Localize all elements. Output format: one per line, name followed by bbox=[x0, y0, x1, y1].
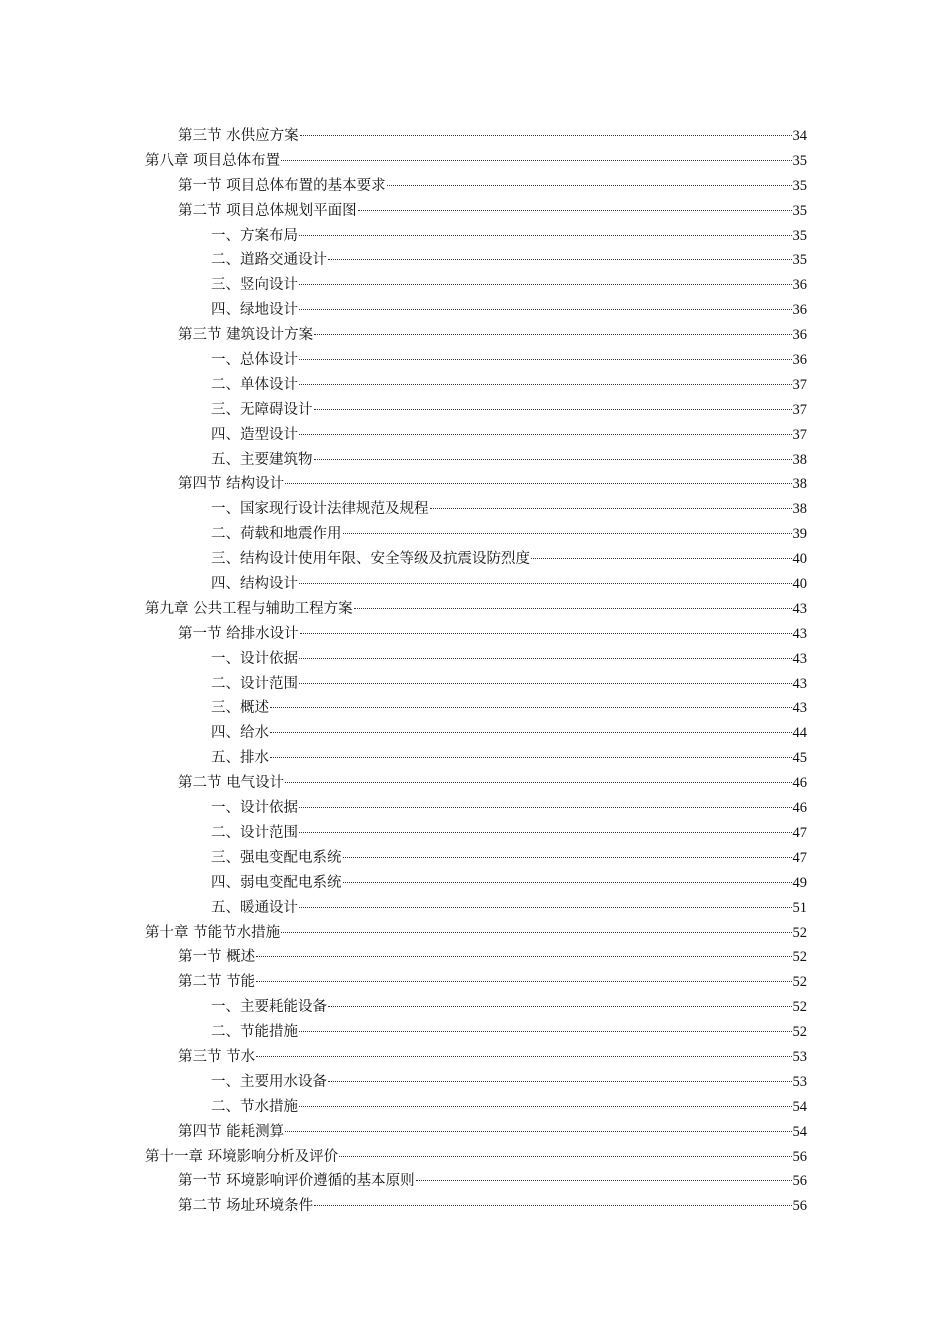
toc-page-number: 36 bbox=[792, 302, 807, 319]
toc-subsection-entry[interactable] bbox=[145, 896, 807, 921]
toc-entry-title: 四、结构设计 bbox=[211, 576, 298, 593]
table-of-contents bbox=[145, 124, 807, 1219]
toc-page-number: 40 bbox=[792, 551, 807, 568]
toc-subsection-entry[interactable] bbox=[145, 796, 807, 821]
toc-page-number: 44 bbox=[792, 725, 807, 742]
toc-page-number: 54 bbox=[792, 1098, 807, 1115]
toc-page-number: 35 bbox=[792, 177, 807, 194]
toc-entry-title: 第二节 场址环境条件 bbox=[178, 1198, 314, 1215]
toc-entry-title: 第一节 环境影响评价遵循的基本原则 bbox=[178, 1173, 415, 1190]
toc-subsection-entry[interactable] bbox=[145, 672, 807, 697]
toc-entry-title: 第一节 给排水设计 bbox=[178, 625, 299, 642]
toc-entry-title: 一、方案布局 bbox=[211, 227, 298, 244]
dot-leader bbox=[343, 533, 792, 534]
dot-leader bbox=[328, 259, 792, 260]
toc-entry-title: 第十一章 环境影响分析及评价 bbox=[145, 1148, 339, 1165]
toc-entry-title: 第三节 节水 bbox=[178, 1048, 256, 1065]
dot-leader bbox=[299, 359, 792, 360]
toc-subsection-entry[interactable] bbox=[145, 273, 807, 298]
toc-subsection-entry[interactable] bbox=[145, 1020, 807, 1045]
dot-leader bbox=[281, 932, 791, 933]
dot-leader bbox=[300, 135, 792, 136]
toc-section-entry[interactable] bbox=[145, 199, 807, 224]
toc-subsection-entry[interactable] bbox=[145, 448, 807, 473]
toc-subsection-entry[interactable] bbox=[145, 497, 807, 522]
toc-section-entry[interactable] bbox=[145, 1120, 807, 1145]
toc-subsection-entry[interactable] bbox=[145, 995, 807, 1020]
toc-page-number: 52 bbox=[792, 1024, 807, 1041]
toc-subsection-entry[interactable] bbox=[145, 224, 807, 249]
dot-leader bbox=[299, 309, 792, 310]
toc-subsection-entry[interactable] bbox=[145, 721, 807, 746]
toc-page-number: 38 bbox=[792, 476, 807, 493]
toc-section-entry[interactable] bbox=[145, 1194, 807, 1219]
dot-leader bbox=[343, 882, 792, 883]
dot-leader bbox=[328, 1081, 792, 1082]
toc-chapter-entry[interactable] bbox=[145, 149, 807, 174]
toc-section-entry[interactable] bbox=[145, 1169, 807, 1194]
toc-entry-title: 第九章 公共工程与辅助工程方案 bbox=[145, 600, 353, 617]
dot-leader bbox=[314, 334, 791, 335]
toc-page-number: 43 bbox=[792, 600, 807, 617]
toc-page-number: 56 bbox=[792, 1198, 807, 1215]
toc-page-number: 46 bbox=[792, 775, 807, 792]
dot-leader bbox=[299, 1031, 792, 1032]
toc-subsection-entry[interactable] bbox=[145, 522, 807, 547]
dot-leader bbox=[314, 459, 792, 460]
toc-entry-title: 一、设计依据 bbox=[211, 650, 298, 667]
toc-page-number: 40 bbox=[792, 576, 807, 593]
toc-entry-title: 二、节能措施 bbox=[211, 1024, 298, 1041]
toc-page-number: 56 bbox=[792, 1173, 807, 1190]
dot-leader bbox=[314, 1205, 791, 1206]
toc-section-entry[interactable] bbox=[145, 323, 807, 348]
toc-section-entry[interactable] bbox=[145, 1045, 807, 1070]
toc-entry-title: 第二节 项目总体规划平面图 bbox=[178, 202, 357, 219]
dot-leader bbox=[299, 807, 792, 808]
toc-page-number: 43 bbox=[792, 650, 807, 667]
dot-leader bbox=[256, 1056, 791, 1057]
toc-section-entry[interactable] bbox=[145, 622, 807, 647]
toc-entry-title: 第八章 项目总体布置 bbox=[145, 152, 281, 169]
toc-entry-title: 第三节 建筑设计方案 bbox=[178, 327, 314, 344]
toc-page-number: 39 bbox=[792, 526, 807, 543]
toc-page-number: 52 bbox=[792, 999, 807, 1016]
dot-leader bbox=[285, 782, 791, 783]
toc-page-number: 49 bbox=[792, 874, 807, 891]
toc-entry-title: 第二节 电气设计 bbox=[178, 775, 285, 792]
dot-leader bbox=[299, 658, 792, 659]
toc-section-entry[interactable] bbox=[145, 945, 807, 970]
toc-page-number: 47 bbox=[792, 849, 807, 866]
dot-leader bbox=[299, 583, 792, 584]
toc-page-number: 38 bbox=[792, 451, 807, 468]
toc-subsection-entry[interactable] bbox=[145, 572, 807, 597]
toc-entry-title: 第一节 概述 bbox=[178, 949, 256, 966]
toc-page-number: 38 bbox=[792, 501, 807, 518]
toc-subsection-entry[interactable] bbox=[145, 348, 807, 373]
toc-page-number: 52 bbox=[792, 924, 807, 941]
toc-page-number: 54 bbox=[792, 1123, 807, 1140]
toc-page-number: 37 bbox=[792, 401, 807, 418]
toc-entry-title: 二、荷载和地震作用 bbox=[211, 526, 342, 543]
toc-entry-title: 第十章 节能节水措施 bbox=[145, 924, 281, 941]
toc-subsection-entry[interactable] bbox=[145, 647, 807, 672]
toc-entry-title: 第四节 能耗测算 bbox=[178, 1123, 285, 1140]
toc-page-number: 53 bbox=[792, 1073, 807, 1090]
toc-subsection-entry[interactable] bbox=[145, 423, 807, 448]
dot-leader bbox=[299, 683, 792, 684]
dot-leader bbox=[358, 210, 792, 211]
toc-chapter-entry[interactable] bbox=[145, 1145, 807, 1170]
toc-entry-title: 第二节 节能 bbox=[178, 974, 256, 991]
toc-page-number: 51 bbox=[792, 899, 807, 916]
toc-page-number: 34 bbox=[792, 128, 807, 144]
toc-subsection-entry[interactable] bbox=[145, 696, 807, 721]
toc-subsection-entry[interactable] bbox=[145, 1095, 807, 1120]
toc-entry-title: 四、弱电变配电系统 bbox=[211, 874, 342, 891]
dot-leader bbox=[299, 832, 792, 833]
dot-leader bbox=[343, 857, 792, 858]
dot-leader bbox=[300, 633, 792, 634]
dot-leader bbox=[285, 1131, 791, 1132]
toc-page-number: 52 bbox=[792, 949, 807, 966]
toc-page-number: 37 bbox=[792, 376, 807, 393]
toc-page-number: 35 bbox=[792, 152, 807, 169]
toc-section-entry[interactable] bbox=[145, 970, 807, 995]
toc-entry-title: 二、设计范围 bbox=[211, 675, 298, 692]
toc-page-number: 37 bbox=[792, 426, 807, 443]
toc-entry-title: 五、暖通设计 bbox=[211, 899, 298, 916]
toc-entry-title: 三、无障碍设计 bbox=[211, 401, 313, 418]
dot-leader bbox=[270, 732, 792, 733]
toc-page-number: 43 bbox=[792, 675, 807, 692]
toc-entry-title: 二、设计范围 bbox=[211, 824, 298, 841]
toc-page-number: 56 bbox=[792, 1148, 807, 1165]
toc-entry-title: 第三节 水供应方案 bbox=[178, 128, 299, 144]
toc-page-number: 36 bbox=[792, 327, 807, 344]
toc-entry-title: 一、主要用水设备 bbox=[211, 1073, 327, 1090]
toc-subsection-entry[interactable] bbox=[145, 373, 807, 398]
dot-leader bbox=[416, 1180, 792, 1181]
toc-page-number: 46 bbox=[792, 800, 807, 817]
toc-page-number: 35 bbox=[792, 227, 807, 244]
toc-subsection-entry[interactable] bbox=[145, 248, 807, 273]
dot-leader bbox=[285, 483, 791, 484]
toc-entry-title: 五、主要建筑物 bbox=[211, 451, 313, 468]
dot-leader bbox=[256, 981, 791, 982]
dot-leader bbox=[281, 160, 791, 161]
dot-leader bbox=[270, 757, 792, 758]
dot-leader bbox=[299, 235, 792, 236]
dot-leader bbox=[387, 185, 792, 186]
dot-leader bbox=[339, 1156, 791, 1157]
toc-page-number: 36 bbox=[792, 277, 807, 294]
toc-entry-title: 二、道路交通设计 bbox=[211, 252, 327, 269]
toc-page-number: 35 bbox=[792, 202, 807, 219]
toc-entry-title: 一、总体设计 bbox=[211, 352, 298, 369]
toc-page-number: 43 bbox=[792, 700, 807, 717]
toc-entry-title: 第一节 项目总体布置的基本要求 bbox=[178, 177, 386, 194]
toc-section-entry[interactable] bbox=[145, 124, 807, 149]
toc-section-entry[interactable] bbox=[145, 174, 807, 199]
toc-subsection-entry[interactable] bbox=[145, 846, 807, 871]
toc-entry-title: 一、主要耗能设备 bbox=[211, 999, 327, 1016]
toc-page-number: 45 bbox=[792, 750, 807, 767]
toc-entry-title: 三、结构设计使用年限、安全等级及抗震设防烈度 bbox=[211, 551, 530, 568]
toc-entry-title: 三、强电变配电系统 bbox=[211, 849, 342, 866]
toc-subsection-entry[interactable] bbox=[145, 398, 807, 423]
toc-subsection-entry[interactable] bbox=[145, 547, 807, 572]
dot-leader bbox=[314, 409, 792, 410]
toc-entry-title: 四、绿地设计 bbox=[211, 302, 298, 319]
toc-entry-title: 三、概述 bbox=[211, 700, 269, 717]
toc-subsection-entry[interactable] bbox=[145, 1070, 807, 1095]
toc-chapter-entry[interactable] bbox=[145, 921, 807, 946]
toc-subsection-entry[interactable] bbox=[145, 871, 807, 896]
toc-entry-title: 三、竖向设计 bbox=[211, 277, 298, 294]
dot-leader bbox=[531, 558, 792, 559]
dot-leader bbox=[299, 284, 792, 285]
dot-leader bbox=[299, 1106, 792, 1107]
toc-subsection-entry[interactable] bbox=[145, 821, 807, 846]
toc-page-number: 36 bbox=[792, 352, 807, 369]
toc-entry-title: 二、单体设计 bbox=[211, 376, 298, 393]
toc-subsection-entry[interactable] bbox=[145, 746, 807, 771]
toc-page-number: 35 bbox=[792, 252, 807, 269]
toc-entry-title: 一、国家现行设计法律规范及规程 bbox=[211, 501, 429, 518]
toc-entry-title: 一、设计依据 bbox=[211, 800, 298, 817]
toc-entry-title: 五、排水 bbox=[211, 750, 269, 767]
dot-leader bbox=[299, 907, 792, 908]
dot-leader bbox=[270, 707, 792, 708]
toc-entry-title: 四、给水 bbox=[211, 725, 269, 742]
toc-entry-title: 二、节水措施 bbox=[211, 1098, 298, 1115]
dot-leader bbox=[299, 384, 792, 385]
dot-leader bbox=[299, 434, 792, 435]
dot-leader bbox=[328, 1006, 792, 1007]
dot-leader bbox=[354, 608, 792, 609]
toc-entry-title: 第四节 结构设计 bbox=[178, 476, 285, 493]
toc-page-number: 47 bbox=[792, 824, 807, 841]
toc-section-entry[interactable] bbox=[145, 771, 807, 796]
toc-page-number: 52 bbox=[792, 974, 807, 991]
toc-entry-title: 四、造型设计 bbox=[211, 426, 298, 443]
toc-section-entry[interactable] bbox=[145, 472, 807, 497]
toc-chapter-entry[interactable] bbox=[145, 597, 807, 622]
dot-leader bbox=[430, 508, 792, 509]
dot-leader bbox=[256, 956, 791, 957]
toc-page-number: 43 bbox=[792, 625, 807, 642]
toc-subsection-entry[interactable] bbox=[145, 298, 807, 323]
toc-page-number: 53 bbox=[792, 1048, 807, 1065]
